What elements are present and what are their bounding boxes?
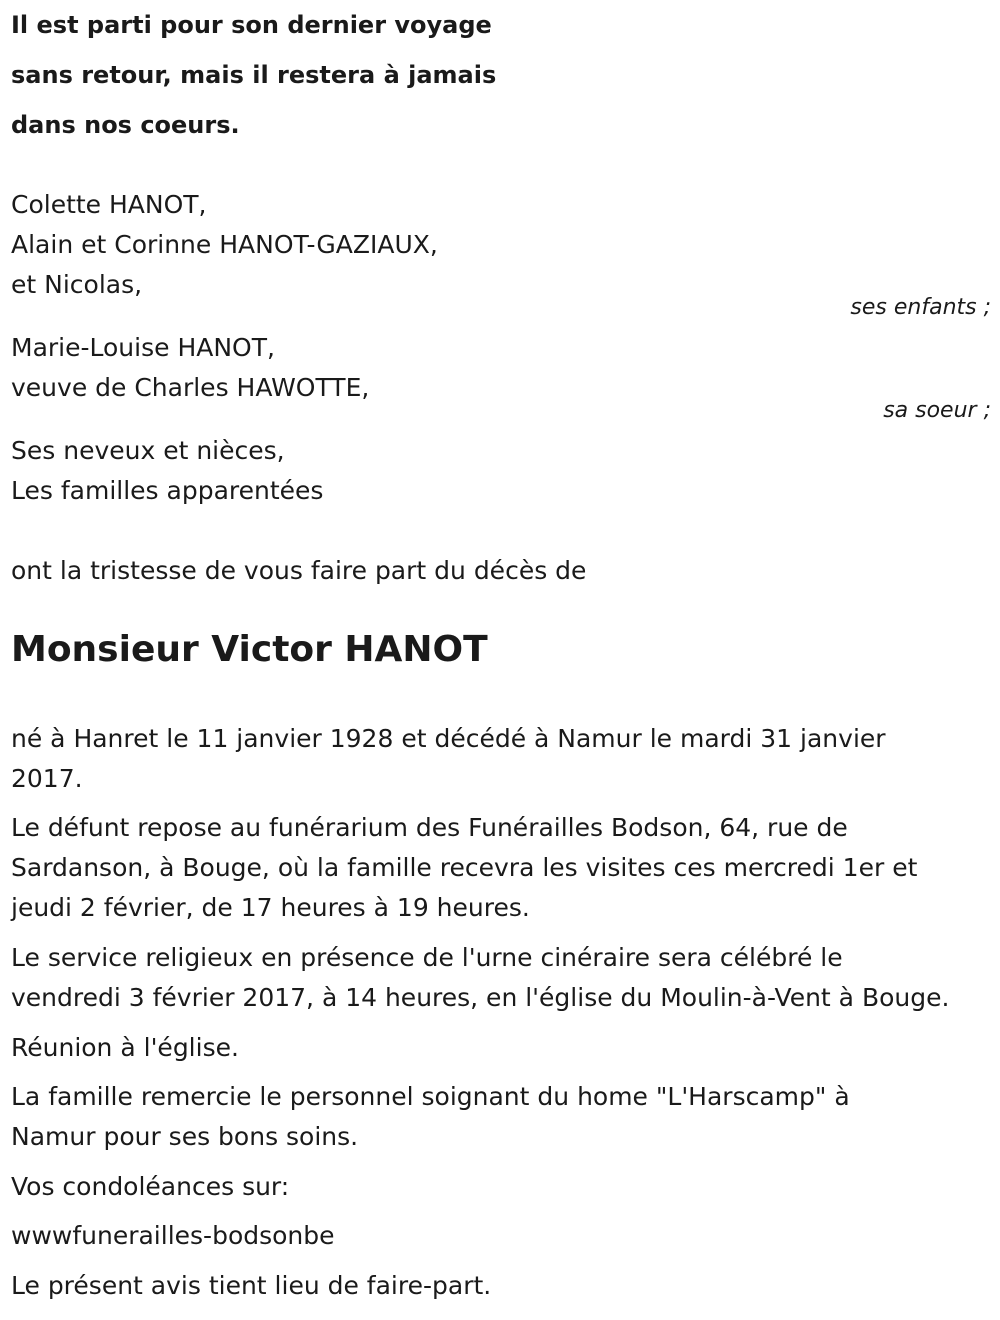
deceased-name: Monsieur Victor HANOT xyxy=(11,629,488,670)
body-line: La famille remercie le personnel soignant du home "L'Harscamp" à xyxy=(11,1082,850,1111)
body-line: Namur pour ses bons soins. xyxy=(11,1122,359,1151)
family-member: Colette HANOT, xyxy=(11,190,207,219)
body-line: né à Hanret le 11 janvier 1928 et décédé à Namur le mardi 31 janvier xyxy=(11,724,886,753)
intro-line: Il est parti pour son dernier voyage xyxy=(11,11,492,39)
family-member: Marie-Louise HANOT, xyxy=(11,333,275,362)
family-member: Les familles apparentées xyxy=(11,476,324,505)
sister-role: sa soeur ; xyxy=(883,398,991,423)
condolence-website: wwwfunerailles-bodsonbe xyxy=(11,1221,335,1250)
body-line: Vos condoléances sur: xyxy=(11,1172,290,1201)
body-line: Sardanson, à Bouge, où la famille recevra les visites ces mercredi 1er et xyxy=(11,853,918,882)
body-line: Le présent avis tient lieu de faire-part. xyxy=(11,1271,492,1300)
announcement-text: ont la tristesse de vous faire part du décès de xyxy=(11,556,587,585)
body-line: Réunion à l'église. xyxy=(11,1033,239,1062)
body-line: jeudi 2 février, de 17 heures à 19 heures. xyxy=(11,893,530,922)
family-member: veuve de Charles HAWOTTE, xyxy=(11,373,370,402)
body-line: vendredi 3 février 2017, à 14 heures, en l'église du Moulin-à-Vent à Bouge. xyxy=(11,983,950,1012)
body-line: Le défunt repose au funérarium des Funérailles Bodson, 64, rue de xyxy=(11,813,848,842)
family-member: Ses neveux et nièces, xyxy=(11,436,285,465)
intro-line: sans retour, mais il restera à jamais xyxy=(11,61,497,89)
children-role: ses enfants ; xyxy=(850,295,991,320)
body-line: Le service religieux en présence de l'urne cinéraire sera célébré le xyxy=(11,943,843,972)
body-line: 2017. xyxy=(11,764,83,793)
family-member: Alain et Corinne HANOT-GAZIAUX, xyxy=(11,230,438,259)
intro-line: dans nos coeurs. xyxy=(11,111,240,139)
family-member: et Nicolas, xyxy=(11,270,143,299)
